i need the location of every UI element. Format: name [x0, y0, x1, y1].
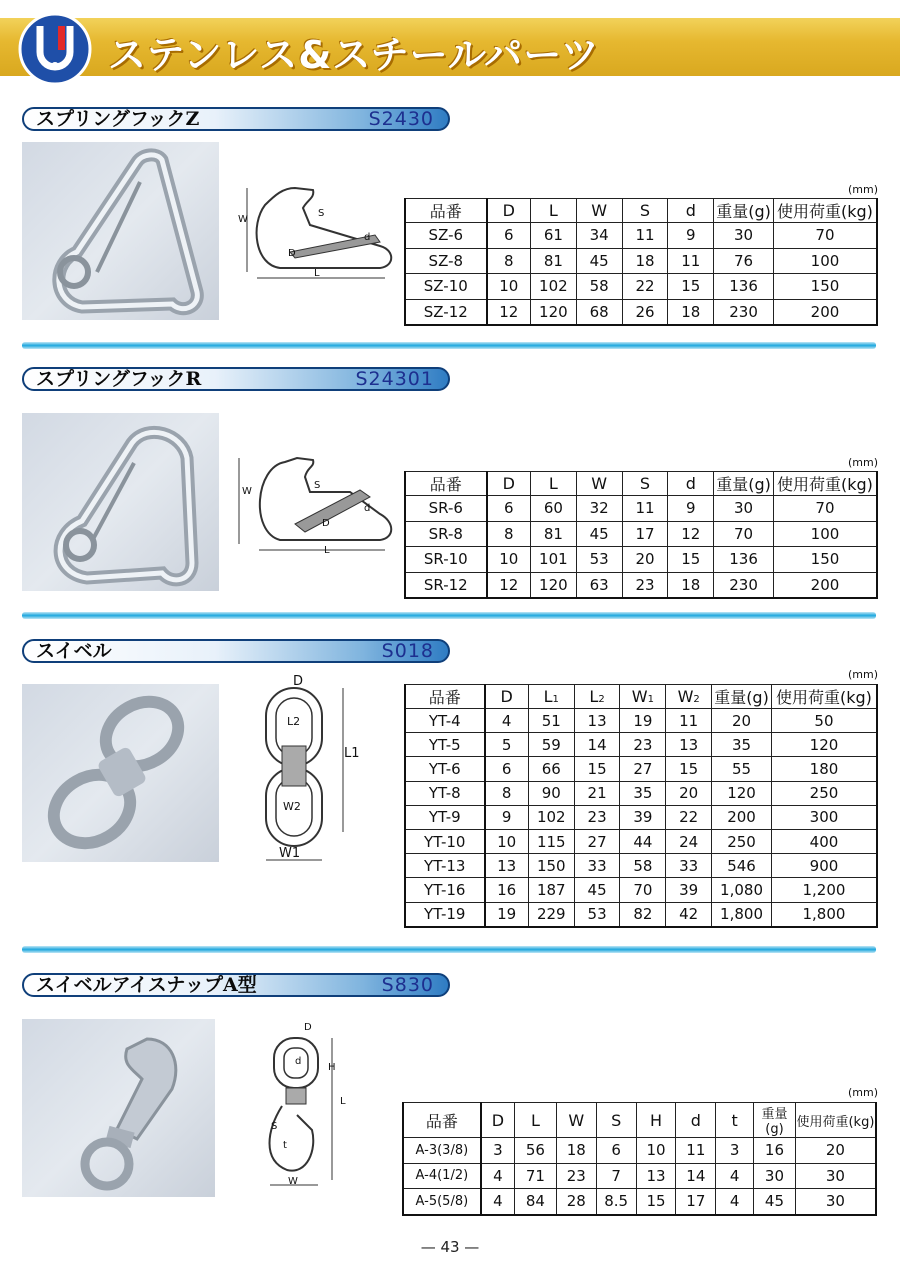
table-cell: 44 [620, 829, 666, 853]
table-cell: 115 [528, 829, 574, 853]
table-row [405, 829, 877, 853]
section-code: S830 [381, 974, 434, 996]
diagram-label-d-small: d [364, 232, 371, 243]
table-row [403, 1138, 876, 1164]
table-cell: SR-6 [405, 496, 487, 522]
table-cell: 10 [485, 829, 529, 853]
table-cell: 3 [716, 1138, 754, 1164]
table-cell: YT-16 [405, 878, 485, 902]
column-header: W1 [620, 685, 666, 709]
product-photo-swivel [22, 684, 219, 862]
table-cell: 1,080 [712, 878, 772, 902]
column-header: D [487, 472, 531, 496]
table-cell: YT-10 [405, 829, 485, 853]
column-header: d [668, 472, 714, 496]
column-header: 重量(g) [714, 472, 774, 496]
swivel-photo-icon [22, 684, 219, 862]
table-cell: 50 [771, 709, 877, 733]
column-header: W2 [666, 685, 712, 709]
table-cell: 19 [485, 902, 529, 927]
table-cell: 230 [714, 572, 774, 598]
column-header: 重量(g) [754, 1103, 796, 1138]
table-cell: 19 [620, 709, 666, 733]
diagram-label-t: t [283, 1140, 287, 1151]
column-header: t [716, 1103, 754, 1138]
table-cell: 20 [622, 547, 668, 573]
column-header: 使用荷重(kg) [773, 199, 877, 223]
table-cell: 71 [515, 1163, 557, 1189]
column-header: 品番 [405, 199, 487, 223]
table-row [405, 223, 877, 249]
table-cell: 23 [556, 1163, 596, 1189]
column-header: 品番 [403, 1103, 481, 1138]
table-cell: 101 [530, 547, 576, 573]
table-cell: 5 [485, 733, 529, 757]
section-name: スプリングフックR [36, 368, 202, 390]
table-cell: 187 [528, 878, 574, 902]
column-header: L1 [528, 685, 574, 709]
diagram-label-d: D [304, 1022, 312, 1033]
table-cell: 39 [666, 878, 712, 902]
diagram-label-d-small: d [364, 503, 371, 514]
table-cell: 11 [666, 709, 712, 733]
dimension-diagram-swivel-eye-snap [262, 1020, 362, 1195]
table-cell: 229 [528, 902, 574, 927]
product-photo-spring-hook-z [22, 142, 219, 320]
table-cell: 35 [620, 781, 666, 805]
table-cell: 4 [485, 709, 529, 733]
table-cell: 200 [773, 299, 877, 325]
table-cell: 200 [773, 572, 877, 598]
table-header-row [405, 685, 877, 709]
spec-table-spring-hook-r [404, 471, 878, 599]
table-cell: YT-8 [405, 781, 485, 805]
table-cell: 53 [574, 902, 620, 927]
table-cell: 300 [771, 805, 877, 829]
table-cell: 3 [481, 1138, 515, 1164]
table-cell: 9 [668, 223, 714, 249]
table-cell: 17 [622, 521, 668, 547]
diagram-label-l2: L2 [287, 715, 301, 728]
section-title-bar-swivel-eye-snap [22, 973, 450, 997]
table-cell: 30 [795, 1189, 876, 1215]
table-cell: 28 [556, 1189, 596, 1215]
table-cell: 9 [485, 805, 529, 829]
diagram-label-l: L [324, 545, 330, 556]
table-row [405, 781, 877, 805]
table-cell: 12 [487, 299, 531, 325]
column-header: L [530, 472, 576, 496]
table-cell: 6 [485, 757, 529, 781]
table-cell: 30 [754, 1163, 796, 1189]
column-header: L2 [574, 685, 620, 709]
table-cell: 32 [576, 496, 622, 522]
product-photo-spring-hook-r [22, 413, 219, 591]
table-cell: 35 [712, 733, 772, 757]
table-cell: YT-19 [405, 902, 485, 927]
table-cell: 15 [668, 547, 714, 573]
table-cell: 68 [576, 299, 622, 325]
table-cell: 10 [636, 1138, 676, 1164]
table-cell: 45 [576, 248, 622, 274]
table-row [405, 878, 877, 902]
dimension-diagram-spring-hook-z [235, 180, 395, 280]
table-row [403, 1163, 876, 1189]
table-cell: 15 [668, 274, 714, 300]
table-row [405, 709, 877, 733]
table-cell: 1,800 [771, 902, 877, 927]
table-cell: 11 [676, 1138, 716, 1164]
table-cell: 120 [530, 299, 576, 325]
table-cell: 6 [596, 1138, 636, 1164]
table-cell: 13 [636, 1163, 676, 1189]
table-cell: 24 [666, 829, 712, 853]
page-number: — 43 — [420, 1238, 480, 1256]
table-cell: YT-5 [405, 733, 485, 757]
diagram-label-s: S [271, 1121, 278, 1132]
table-cell: 15 [574, 757, 620, 781]
table-cell: 14 [676, 1163, 716, 1189]
table-cell: 120 [771, 733, 877, 757]
table-row [405, 805, 877, 829]
table-row [405, 521, 877, 547]
table-cell: 30 [795, 1163, 876, 1189]
spec-table-swivel [404, 684, 878, 928]
diagram-label-w1: W1 [279, 846, 301, 861]
table-cell: 11 [622, 223, 668, 249]
header-banner [0, 18, 900, 76]
diagram-label-s: S [318, 208, 325, 219]
table-cell: 8 [487, 521, 531, 547]
table-cell: 60 [530, 496, 576, 522]
column-header: L [515, 1103, 557, 1138]
column-header: W [576, 199, 622, 223]
column-header: d [668, 199, 714, 223]
table-cell: 18 [668, 572, 714, 598]
table-cell: 13 [666, 733, 712, 757]
diagram-label-l: L [340, 1096, 346, 1107]
unit-label: (mm) [848, 668, 879, 681]
table-cell: 27 [574, 829, 620, 853]
table-cell: 18 [556, 1138, 596, 1164]
table-cell: A-3(3/8) [403, 1138, 481, 1164]
table-cell: 90 [528, 781, 574, 805]
table-cell: 120 [530, 572, 576, 598]
column-header: 使用荷重(kg) [771, 685, 877, 709]
table-cell: 13 [485, 854, 529, 878]
diagram-label-w: W [242, 486, 252, 497]
table-cell: 250 [712, 829, 772, 853]
dimension-diagram-spring-hook-r [235, 452, 395, 562]
table-cell: 250 [771, 781, 877, 805]
table-row [405, 733, 877, 757]
table-cell: 70 [773, 496, 877, 522]
table-row [405, 854, 877, 878]
table-cell: 17 [676, 1189, 716, 1215]
table-cell: 58 [620, 854, 666, 878]
table-cell: 23 [622, 572, 668, 598]
table-cell: 900 [771, 854, 877, 878]
spring-hook-r-photo-icon [22, 413, 219, 591]
section-divider [22, 946, 876, 953]
table-cell: 61 [530, 223, 576, 249]
table-cell: 8.5 [596, 1189, 636, 1215]
table-cell: 82 [620, 902, 666, 927]
section-code: S24301 [355, 368, 434, 390]
table-cell: SZ-6 [405, 223, 487, 249]
section-divider [22, 342, 876, 349]
column-header: D [487, 199, 531, 223]
diagram-label-d: D [322, 518, 330, 529]
table-cell: 63 [576, 572, 622, 598]
column-header: D [485, 685, 529, 709]
table-row [405, 496, 877, 522]
diagram-label-w2: W2 [283, 800, 301, 813]
table-cell: SR-8 [405, 521, 487, 547]
table-cell: 51 [528, 709, 574, 733]
table-cell: 6 [487, 223, 531, 249]
table-cell: 84 [515, 1189, 557, 1215]
dimension-diagram-swivel [258, 680, 368, 870]
column-header: d [676, 1103, 716, 1138]
table-cell: 8 [487, 248, 531, 274]
table-cell: 16 [754, 1138, 796, 1164]
table-cell: 12 [668, 521, 714, 547]
table-cell: YT-9 [405, 805, 485, 829]
table-cell: 100 [773, 248, 877, 274]
table-cell: 45 [574, 878, 620, 902]
table-cell: 70 [620, 878, 666, 902]
column-header: S [596, 1103, 636, 1138]
table-cell: 15 [666, 757, 712, 781]
table-cell: 150 [773, 547, 877, 573]
table-row [405, 248, 877, 274]
table-cell: 42 [666, 902, 712, 927]
table-cell: 58 [576, 274, 622, 300]
section-code: S2430 [368, 108, 434, 130]
table-cell: 15 [636, 1189, 676, 1215]
table-row [405, 547, 877, 573]
table-cell: 4 [716, 1189, 754, 1215]
column-header: 品番 [405, 685, 485, 709]
diagram-label-d: D [288, 248, 296, 259]
column-header: S [622, 472, 668, 496]
table-cell: YT-4 [405, 709, 485, 733]
table-cell: 546 [712, 854, 772, 878]
table-cell: 70 [714, 521, 774, 547]
table-cell: 30 [714, 223, 774, 249]
spec-table-swivel-eye-snap [402, 1102, 877, 1216]
table-cell: 13 [574, 709, 620, 733]
table-row [405, 274, 877, 300]
table-cell: 39 [620, 805, 666, 829]
column-header: 使用荷重(kg) [773, 472, 877, 496]
table-cell: 56 [515, 1138, 557, 1164]
table-cell: 76 [714, 248, 774, 274]
product-photo-swivel-eye-snap [22, 1019, 215, 1197]
table-cell: 81 [530, 248, 576, 274]
section-title-bar-spring-hook-r [22, 367, 450, 391]
table-cell: 10 [487, 274, 531, 300]
unit-label: (mm) [848, 1086, 879, 1099]
table-cell: 1,800 [712, 902, 772, 927]
table-cell: 26 [622, 299, 668, 325]
table-cell: 23 [620, 733, 666, 757]
table-cell: 150 [528, 854, 574, 878]
table-cell: 70 [773, 223, 877, 249]
table-cell: SR-10 [405, 547, 487, 573]
table-cell: 22 [666, 805, 712, 829]
table-cell: 230 [714, 299, 774, 325]
table-cell: 16 [485, 878, 529, 902]
column-header: L [530, 199, 576, 223]
table-cell: 33 [574, 854, 620, 878]
table-cell: 180 [771, 757, 877, 781]
column-header: W [556, 1103, 596, 1138]
table-header-row [405, 472, 877, 496]
table-cell: 102 [530, 274, 576, 300]
column-header: W [576, 472, 622, 496]
table-cell: 45 [754, 1189, 796, 1215]
section-divider [22, 612, 876, 619]
table-cell: 18 [668, 299, 714, 325]
table-cell: 100 [773, 521, 877, 547]
diagram-label-w: W [238, 214, 248, 225]
diagram-label-s: S [314, 480, 321, 491]
diagram-label-l: L [314, 268, 320, 279]
table-header-row [405, 199, 877, 223]
table-cell: 23 [574, 805, 620, 829]
table-cell: 22 [622, 274, 668, 300]
column-header: 重量(g) [712, 685, 772, 709]
diagram-label-d: D [293, 674, 304, 689]
table-cell: 200 [712, 805, 772, 829]
table-cell: 102 [528, 805, 574, 829]
table-cell: YT-6 [405, 757, 485, 781]
section-name: スイベルアイスナップA型 [36, 974, 257, 996]
table-cell: A-4(1/2) [403, 1163, 481, 1189]
column-header: H [636, 1103, 676, 1138]
table-cell: 30 [714, 496, 774, 522]
table-cell: 120 [712, 781, 772, 805]
section-name: スイベル [36, 640, 112, 662]
table-cell: 9 [668, 496, 714, 522]
table-cell: 400 [771, 829, 877, 853]
table-row [405, 757, 877, 781]
table-cell: 4 [716, 1163, 754, 1189]
table-cell: 20 [666, 781, 712, 805]
table-cell: 150 [773, 274, 877, 300]
table-cell: 33 [666, 854, 712, 878]
table-cell: 53 [576, 547, 622, 573]
page-title: ステンレス&スチールパーツ [108, 33, 600, 77]
spring-hook-z-photo-icon [22, 142, 219, 320]
table-row [403, 1189, 876, 1215]
column-header: 重量(g) [714, 199, 774, 223]
table-cell: 59 [528, 733, 574, 757]
spec-table-spring-hook-z [404, 198, 878, 326]
table-row [405, 572, 877, 598]
table-cell: 81 [530, 521, 576, 547]
table-cell: A-5(5/8) [403, 1189, 481, 1215]
company-logo-icon [18, 12, 92, 86]
table-cell: 34 [576, 223, 622, 249]
diagram-label-d-small: d [295, 1056, 302, 1067]
table-cell: 4 [481, 1163, 515, 1189]
section-code: S018 [381, 640, 434, 662]
table-cell: 20 [712, 709, 772, 733]
table-cell: 21 [574, 781, 620, 805]
swivel-eye-snap-photo-icon [22, 1019, 215, 1197]
table-cell: 136 [714, 274, 774, 300]
section-title-bar-swivel [22, 639, 450, 663]
unit-label: (mm) [848, 456, 879, 469]
column-header: D [481, 1103, 515, 1138]
diagram-label-h: H [328, 1062, 336, 1073]
table-cell: 8 [485, 781, 529, 805]
table-cell: SZ-12 [405, 299, 487, 325]
table-cell: 20 [795, 1138, 876, 1164]
table-cell: 12 [487, 572, 531, 598]
diagram-label-w: W [288, 1176, 298, 1187]
table-cell: 27 [620, 757, 666, 781]
table-cell: YT-13 [405, 854, 485, 878]
unit-label: (mm) [848, 183, 879, 196]
section-title-bar-spring-hook-z [22, 107, 450, 131]
column-header: 品番 [405, 472, 487, 496]
table-row [405, 299, 877, 325]
section-name: スプリングフックZ [36, 108, 200, 130]
table-cell: 55 [712, 757, 772, 781]
table-cell: 136 [714, 547, 774, 573]
table-cell: 6 [487, 496, 531, 522]
table-cell: 1,200 [771, 878, 877, 902]
column-header: 使用荷重(kg) [795, 1103, 876, 1138]
diagram-label-l1: L1 [344, 746, 360, 761]
table-cell: 11 [668, 248, 714, 274]
table-cell: 14 [574, 733, 620, 757]
table-cell: SZ-8 [405, 248, 487, 274]
table-cell: 7 [596, 1163, 636, 1189]
table-cell: 18 [622, 248, 668, 274]
table-header-row [403, 1103, 876, 1138]
table-cell: 45 [576, 521, 622, 547]
table-row [405, 902, 877, 927]
column-header: S [622, 199, 668, 223]
table-cell: SR-12 [405, 572, 487, 598]
table-cell: SZ-10 [405, 274, 487, 300]
table-cell: 66 [528, 757, 574, 781]
table-cell: 11 [622, 496, 668, 522]
table-cell: 10 [487, 547, 531, 573]
table-cell: 4 [481, 1189, 515, 1215]
